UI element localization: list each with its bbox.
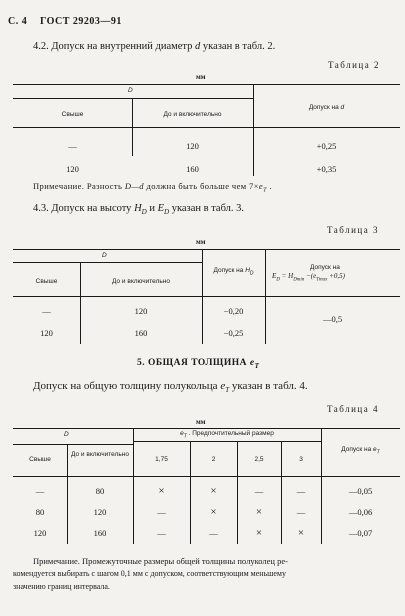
table4-unit: мм (196, 418, 206, 426)
table4-group-d: D (64, 431, 69, 438)
table4-caption: Таблица 4 (327, 404, 379, 414)
table2-group-d: D (128, 87, 133, 94)
final-note-line1: Примечание. Промежуточные размеры общей толщины полуколец ре- (33, 556, 288, 566)
standard-number: ГОСТ 29203—91 (40, 16, 122, 27)
table4-size-1: 2 (211, 456, 216, 463)
final-note-line2: комендуется выбирать с шагом 0,1 мм с допуском, соответствующим меньшему (13, 569, 286, 578)
table3-unit: мм (196, 238, 206, 246)
table-row: — (42, 306, 51, 316)
section-5-text: Допуск на общую толщину полукольца $e_T$ указан в табл. 4. (33, 380, 308, 395)
table3-col-over: Свыше (35, 278, 58, 285)
page-header: С. 4 (8, 16, 28, 27)
table2-unit: мм (196, 73, 206, 81)
table-row: 120 (33, 528, 47, 538)
table-row: 120 (40, 328, 53, 338)
table3-col-tol-ed-label: Допуск на (310, 264, 340, 271)
table3-group-d: D (102, 252, 107, 259)
table4-size-3: 3 (299, 456, 303, 463)
table2-col-upto: До и включительно (163, 111, 222, 118)
section-4-2: 4.2. Допуск на внутренний диаметр d указан в табл. 2. (33, 41, 276, 52)
table2-col-tol: Допуск на d (308, 104, 345, 111)
table-row: 80 (35, 507, 45, 517)
table-row: — (35, 486, 45, 496)
table2-note: Примечание. Разность D—d должна быть больше чем $7\times e_T$ . (33, 181, 272, 194)
table4-group-et: $e_T$ . Предпочтительный размер (180, 430, 274, 440)
table2-caption: Таблица 2 (328, 60, 380, 70)
table2-col-over: Свыше (61, 111, 84, 118)
table-row: 120 (66, 164, 79, 174)
table-row: — (68, 141, 77, 151)
table3-caption: Таблица 3 (327, 225, 379, 235)
table4-size-0: 1,75 (155, 456, 168, 463)
section-5-title: 5. ОБЩАЯ ТОЛЩИНА $e_T$ (137, 358, 260, 370)
final-note-line3: значению границ интервала. (13, 582, 110, 591)
table3-ed-value: —0,5 (322, 314, 343, 324)
table3-col-upto: До и включительно (112, 278, 170, 285)
table3-col-tol-hd: Допуск на $H_D$ (213, 267, 254, 277)
table4-col-tol: Допуск на $e_T$ (341, 446, 380, 456)
table4-size-2: 2,5 (254, 456, 264, 463)
table4-col-over: Свыше (29, 456, 51, 463)
table3-col-tol-ed-formula: $E_D = H_{Dmin} -(e_{Tmax} +0,5)$ (272, 272, 345, 283)
table4-col-upto: До и включительно (71, 451, 129, 458)
section-4-3: 4.3. Допуск на высоту $H_D$ и $E_D$ указан в табл. 3. (33, 203, 245, 217)
